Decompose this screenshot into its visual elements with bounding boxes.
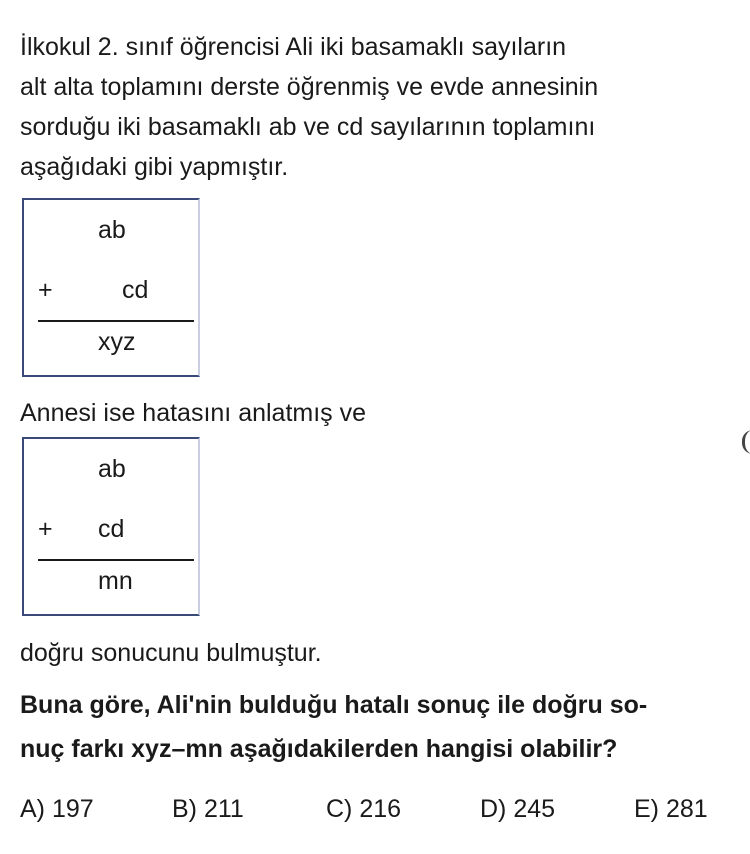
problem-intro — [20, 27, 740, 187]
option-e[interactable]: E) 281 — [634, 795, 708, 823]
addend-top: ab — [98, 216, 126, 244]
intro-line: İlkokul 2. sınıf öğrencisi Ali iki basamaklı sayıların — [20, 33, 567, 61]
option-d[interactable]: D) 245 — [480, 795, 556, 823]
addend-top: ab — [98, 455, 126, 483]
option-b[interactable]: B) 211 — [172, 795, 244, 823]
mother-addition-box — [22, 437, 200, 616]
ali-addition-box — [22, 198, 200, 377]
addend-bottom: cd — [98, 515, 125, 543]
question-line: Buna göre, Ali'nin bulduğu hatalı sonuç ile doğru so- — [20, 691, 648, 719]
intro-line: aşağıdaki gibi yapmıştır. — [20, 153, 289, 181]
option-c[interactable]: C) 216 — [326, 795, 402, 823]
addend-bottom: cd — [122, 276, 149, 304]
edge-mark — [742, 430, 750, 454]
plus-sign: + — [38, 276, 53, 304]
answer-options — [20, 795, 740, 835]
intro-line: alt alta toplamını derste öğrenmiş ve evde annesinin — [20, 73, 599, 101]
question-line: nuç farkı xyz–mn aşağıdakilerden hangisi olabilir? — [20, 735, 618, 763]
after-text: doğru sonucunu bulmuştur. — [20, 639, 322, 667]
sum-line — [38, 320, 194, 322]
question-text — [20, 683, 750, 771]
sum-result: mn — [98, 567, 133, 595]
plus-sign: + — [38, 515, 53, 543]
option-a[interactable]: A) 197 — [20, 795, 94, 823]
middle-text: Annesi ise hatasını anlatmış ve — [20, 399, 367, 427]
intro-line: sorduğu iki basamaklı ab ve cd sayılarının toplamını — [20, 113, 596, 141]
sum-result: xyz — [98, 328, 136, 356]
sum-line — [38, 559, 194, 561]
